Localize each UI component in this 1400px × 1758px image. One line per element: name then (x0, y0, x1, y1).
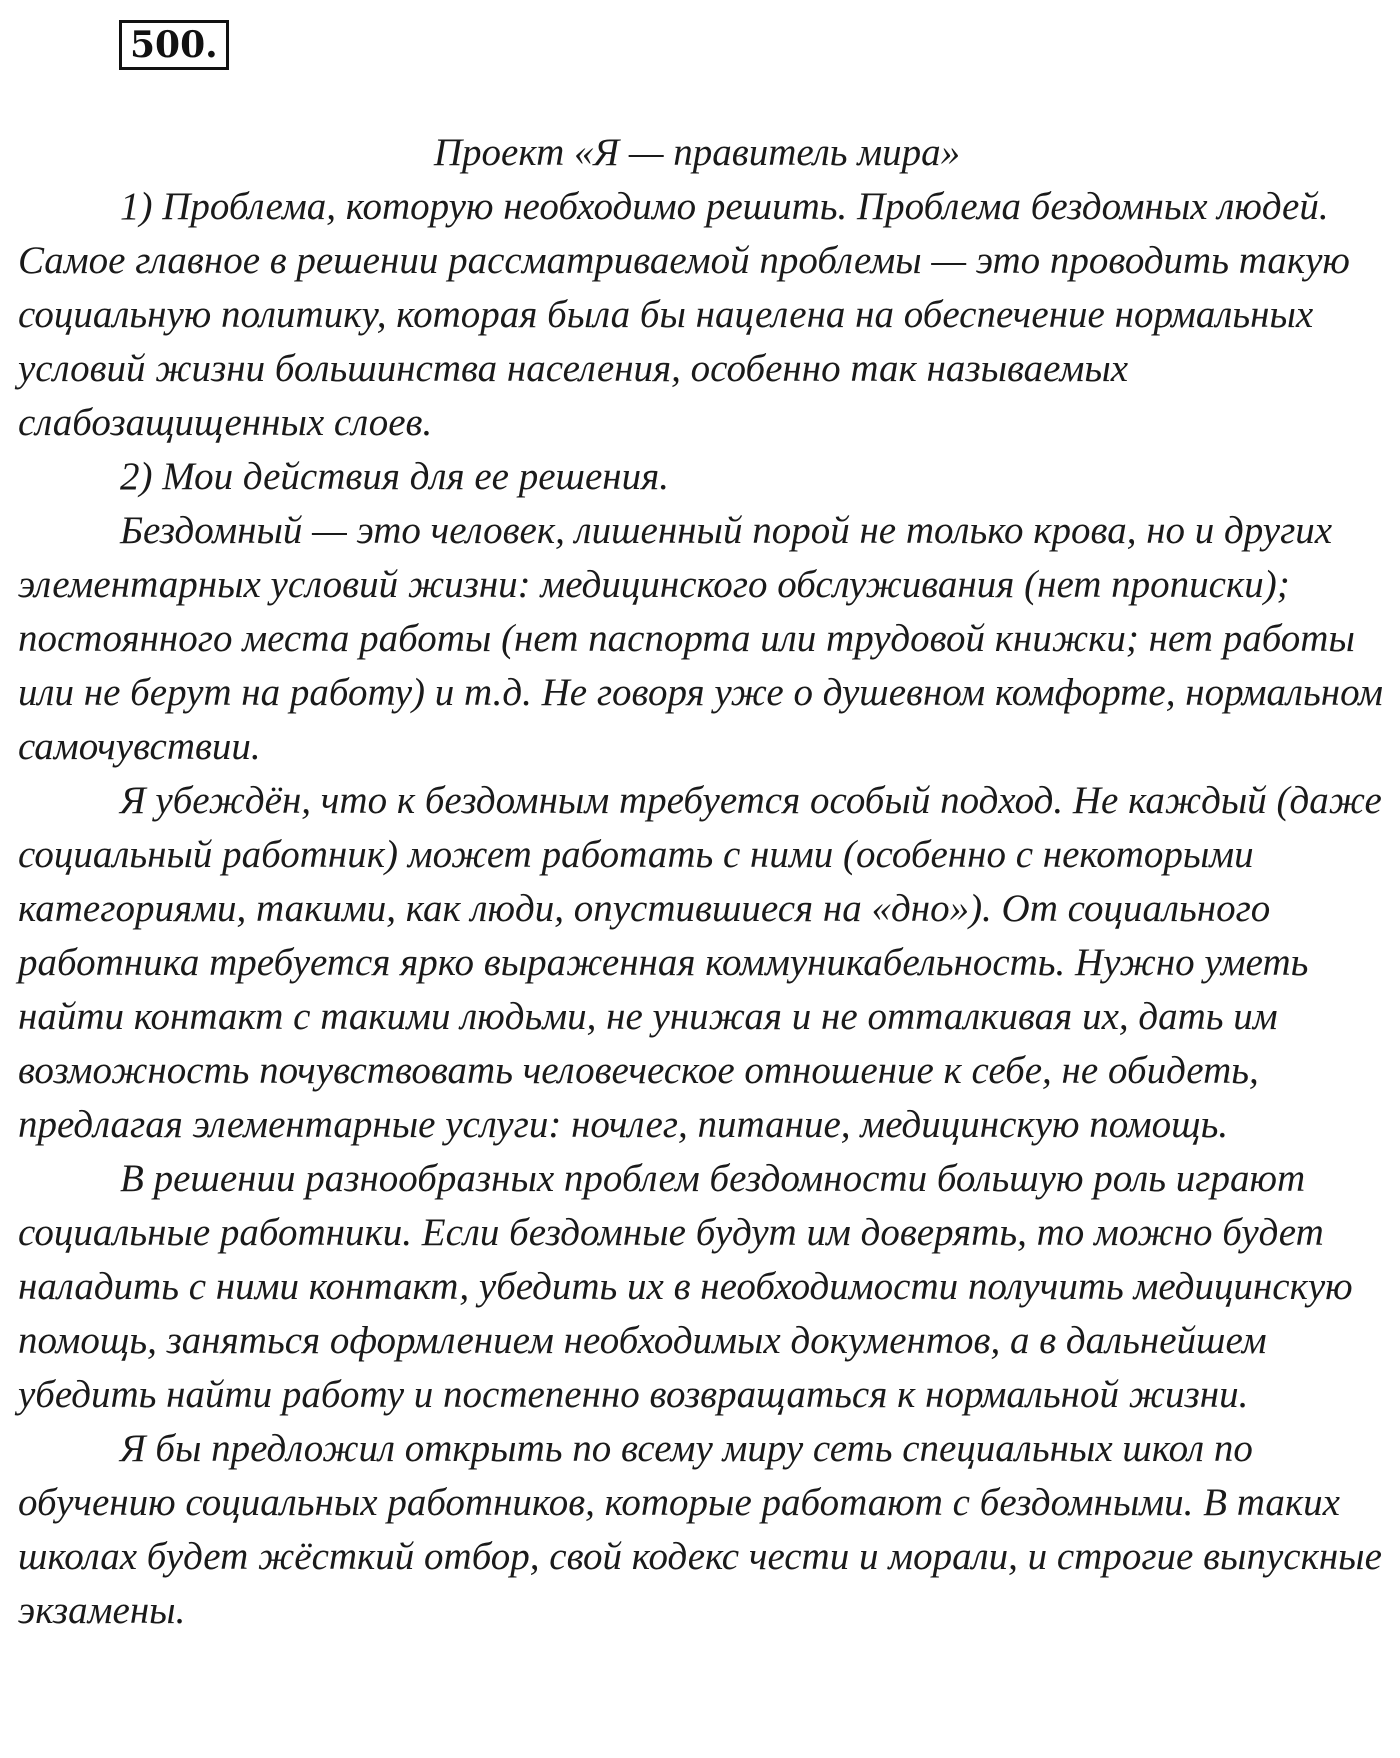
project-title: Проект «Я — правитель мира» (433, 131, 961, 174)
paragraph-actions-heading: 2) Мои действия для ее решения. (120, 455, 669, 498)
exercise-number: 500. (130, 24, 218, 66)
exercise-number-box (119, 20, 229, 70)
paragraph-special-approach: Я убеждён, что к бездомным требуется особый подход. Не каждый (даже социальный работник) может работать с ними (особенно с некоторыми категориями, такими, как люди, опустившиеся на «дно»). От социального работника требуется ярко выраженная коммуникабельность. Нужно уметь найти контакт с такими людьми, не унижая и не отталкивая их, дать им возможность почувствовать человеческое отношение к себе, не обидеть, предлагая элементарные услуги: ночлег, питание, медицинскую помощь. (18, 779, 1382, 1146)
paragraph-problem: 1) Проблема, которую необходимо решить. Проблема бездомных людей. Самое главное в решении рассматриваемой проблемы — это проводить такую социальную политику, которая была бы нацелена на обеспечение нормальных условий жизни большинства населения, особенно так называемых слабозащищенных слоев. (18, 185, 1350, 444)
document-body (18, 126, 1388, 1638)
paragraph-social-workers-role: В решении разнообразных проблем бездомности большую роль играют социальные работники. Если бездомные будут им доверять, то можно будет наладить с ними контакт, убедить их в необходимости получить медицинскую помощь, заняться оформлением необходимых документов, а в дальнейшем убедить найти работу и постепенно возвращаться к нормальной жизни. (18, 1157, 1353, 1416)
paragraph-homeless-definition: Бездомный — это человек, лишенный порой не только крова, но и других элементарных условий жизни: медицинского обслуживания (нет прописки); постоянного места работы (нет паспорта или трудовой книжки; нет работы или не берут на работу) и т.д. Не говоря уже о душевном комфорте, нормальном самочувствии. (18, 509, 1384, 768)
paragraph-schools-proposal: Я бы предложил открыть по всему миру сеть специальных школ по обучению социальных работников, которые работают с бездомными. В таких школах будет жёсткий отбор, свой кодекс чести и морали, и строгие выпускные экзамены. (18, 1427, 1382, 1632)
